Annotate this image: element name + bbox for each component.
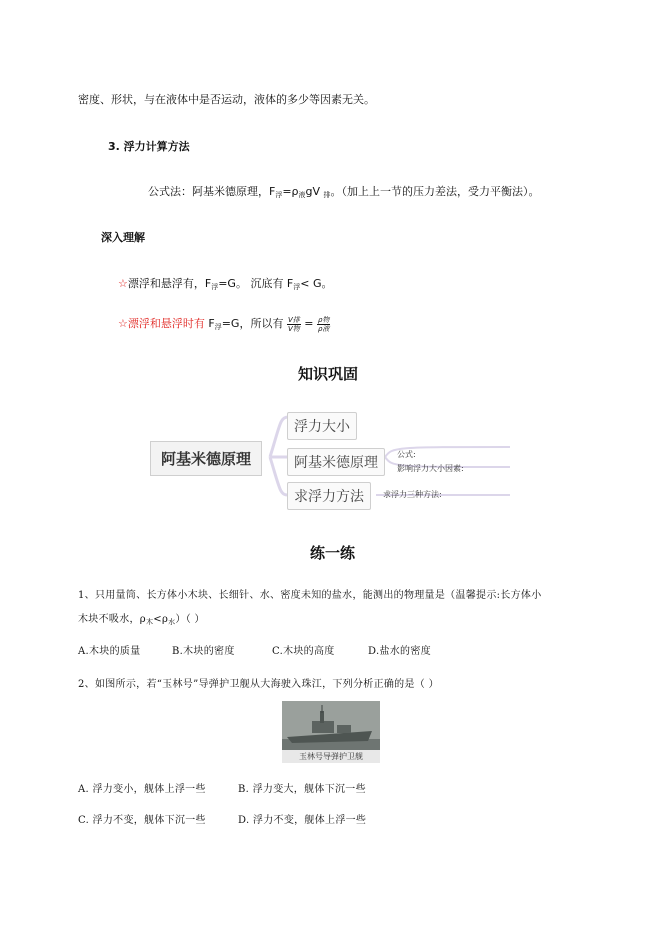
- question-1-line-2: 木块不吸水，$\rho_木<\rho_水$）（ ）: [78, 614, 205, 626]
- question-2-option-d: D. 浮力不变，舰体上浮一些: [238, 815, 367, 826]
- question-1-line-1: 1、只用量筒、长方体小木块、长细针、水、密度未知的盐水，能测出的物理量是（温馨提示:长方体小: [78, 590, 542, 601]
- question-1-option-d: D.盐水的密度: [368, 646, 431, 657]
- question-2-stem: 2、如图所示，若“玉林号”导弹护卫舰从大海驶入珠江，下列分析正确的是（ ）: [78, 679, 439, 690]
- formula-line: 公式法：阿基米德原理，$F_浮=\rho_液gV$ $_排$。（加上上一节的压力差法，受力平衡法）。: [148, 185, 540, 199]
- consolidate-title: 知识巩固: [298, 365, 359, 383]
- question-1-option-c: C.木块的高度: [272, 646, 335, 657]
- mindmap-note-factors: 影响浮力大小因素:: [397, 464, 464, 473]
- question-2-option-b: B. 浮力变大，舰体下沉一些: [238, 784, 366, 795]
- mindmap-root: 阿基米德原理: [150, 441, 262, 476]
- mindmap-node-buoyancy-size: 浮力大小: [287, 412, 357, 440]
- mindmap-node-methods: 求浮力方法: [287, 482, 371, 510]
- star-icon: ☆: [118, 317, 128, 330]
- deep-understanding-title: 深入理解: [101, 231, 145, 244]
- practice-title: 练一练: [310, 544, 356, 562]
- question-1-option-a: A.木块的质量: [78, 646, 141, 657]
- question-2-option-a: A. 浮力变小，舰体上浮一些: [78, 784, 206, 795]
- question-2-option-c: C. 浮力不变，舰体下沉一些: [78, 815, 206, 826]
- warship-photo: [282, 701, 380, 763]
- mindmap-note-formula: 公式:: [397, 450, 416, 459]
- fraction-volume: $\frac{\text{V排}}{\text{V物}}$: [287, 315, 300, 333]
- ratio-line: ☆漂浮和悬浮时有 $F_浮=G$，所以有 $\frac{\text{V排}}{\text{V物}}$ = $\frac{\text{ρ物}}{\text{ρ液}}$: [118, 315, 330, 333]
- float-suspend-line: ☆漂浮和悬浮有，$F_浮=G$。 沉底有 $F_浮< G$。: [118, 277, 333, 291]
- fraction-density: $\frac{\text{ρ物}}{\text{ρ液}}$: [317, 315, 330, 333]
- intro-line: 密度、形状，与在液体中是否运动，液体的多少等因素无关。: [78, 93, 375, 106]
- star-icon: ☆: [118, 277, 128, 290]
- section-3-title: 3. 浮力计算方法: [108, 140, 190, 153]
- mindmap-note-methods: 求浮力三种方法:: [383, 490, 442, 499]
- mindmap-node-archimedes: 阿基米德原理: [287, 448, 385, 476]
- question-1-option-b: B.木块的密度: [172, 646, 235, 657]
- photo-caption: 玉林号导弹护卫舰: [282, 750, 380, 763]
